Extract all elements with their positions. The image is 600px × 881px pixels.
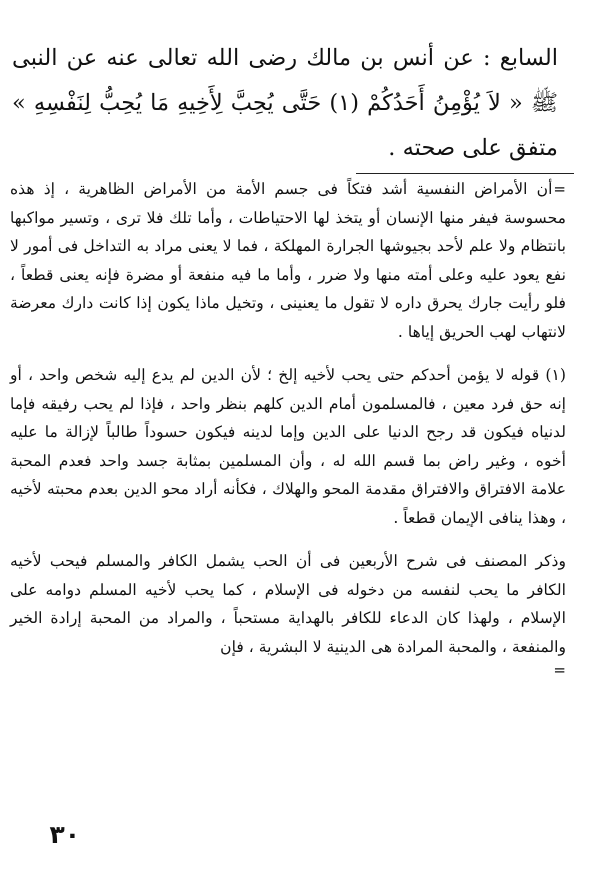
footnote-1-continued [10,547,566,679]
footnotes [10,175,566,679]
footnote-1: (١) قوله لا يؤمن أحدكم حتى يحب لأخيه إلخ ؛ لأن الدين لم يدع إليه شخص واحد ، أو إنه حق فرد معين ، فالمسلمون أمام الدين كلهم بنظر واحد ، فإذا لم يحب رفيقه فإما لدنياه فيكون قد رجح الدنيا على الدين وإما لدينه فيكون حسوداً طالباً لإزالة ما عليه أخوه ، وغير راض بما قسم الله له ، وأن المسلمين بمثابة جسد واحد فعدم المحبة علامة الافتراق والافتراق مقدمة المحو والهلاك ، فكأنه أراد محو الدين بعدم محبته لأخيه ، وهذا ينافى الإيمان قطعاً . [10,366,566,527]
footnote-1-continued-text: وذكر المصنف فى شرح الأربعين فى أن الحب يشمل الكافر والمسلم فيحب لأخيه الكافر ما يحب لنفسه من دخوله فى الإسلام ، كما يحب لأخيه المسلم دوامه على الإسلام ، ولهذا كان الدعاء للكافر بالهداية مستحباً ، والمراد من المحبة إرادة الخير والمنفعة ، والمحبة المرادة هى الدينية لا البشرية ، فإن [10,552,566,656]
footnote-continuation-text: أن الأمراض النفسية أشد فتكاً فى جسم الأمة من الأمراض الظاهرية ، إذ هذه محسوسة فيفر منها الإنسان أو يتخذ لها الاحتياطات ، وأما تلك فلا ترى ، وتسير مواكبها بانتظام ولا علم لأحد بجيوشها الجرارة المهلكة ، فما لا يعنى مراد به التداخل فى أمور لا نفع يعود عليه وعلى أمته منها ولا ضرر ، وأما ما فيه منفعة أو مضرة فإنه يعنى قطعاً ، فلو رأيت جارك يحرق داره لا تقول ما يعنينى ، وتخيل ماذا يكون إذا كانت دارك معرضة لانتهاب لهب الحريق إياها . [10,180,566,341]
continuation-mark: = [553,180,566,198]
page-number: ٣٠ [49,820,80,849]
hadith-text [12,36,558,171]
footnote-separator [356,173,574,174]
hadith-paragraph: السابع : عن أنس بن مالك رضى الله تعالى عنه عن النبى ﷺ « لاَ يُؤْمِنُ أَحَدُكُمْ (١) حَتَّى يُحِبَّ لِأَخِيهِ مَا يُحِبُّ لِنَفْسِهِ » متفق على صحته . [12,45,558,161]
footnote-continuation [10,175,566,346]
end-continuation-mark: = [553,661,566,679]
